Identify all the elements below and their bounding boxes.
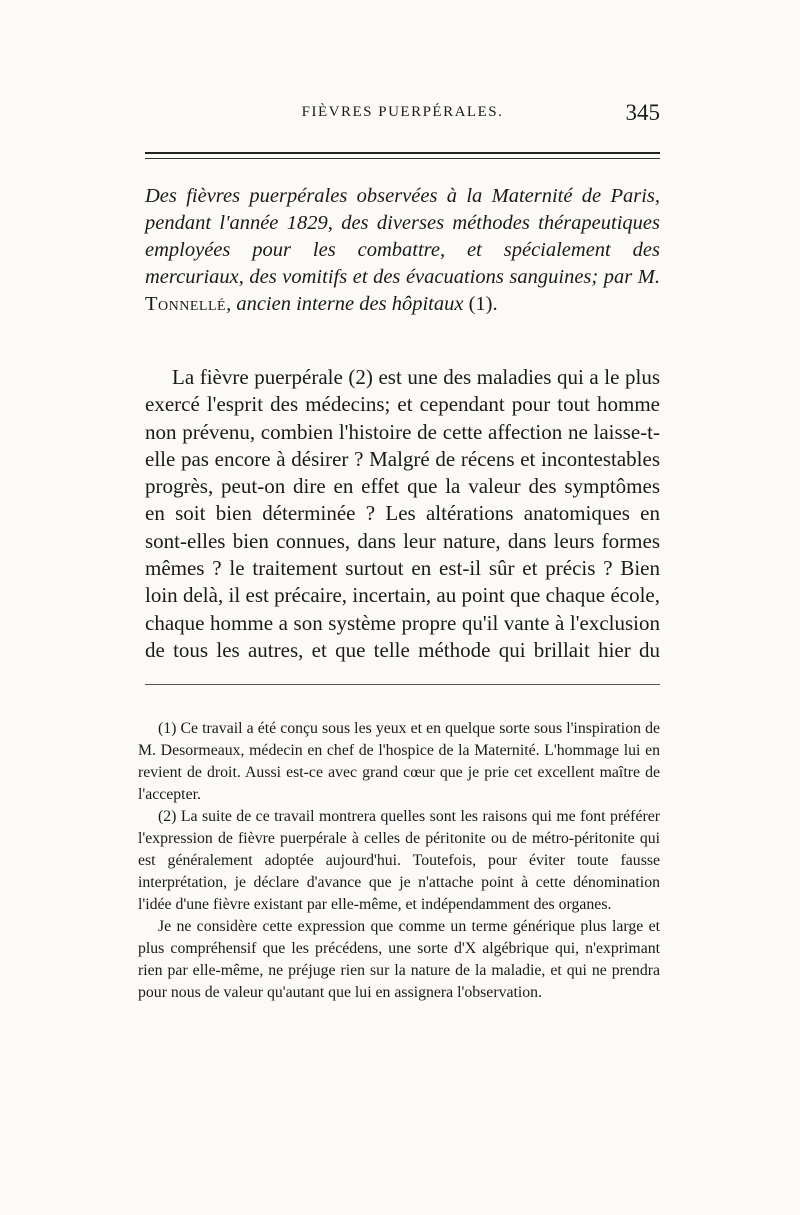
page-number: 345 (625, 100, 660, 125)
footnote-rule (145, 684, 660, 685)
header-rule (145, 152, 660, 159)
footnote-2-continued: Je ne considère cette expression que comme un terme générique plus large et plus compréhensif que les précédens, une sorte d'X algébrique qui, n'exprimant rien par elle-même, ne préjuge rien sur la nature de la maladie, et qui ne prendra pour nous de valeur qu'autant que lui en assignera l'observation. (138, 918, 660, 1001)
running-head (145, 100, 660, 126)
title-text-end: , ancien interne des hôpitaux (226, 293, 464, 315)
footnote-1: (1) Ce travail a été conçu sous les yeux et en quelque sorte sous l'inspiration de M. Desormeaux, médecin en chef de l'hospice de la Maternité. L'hommage lui en revient de droit. Aussi est-ce avec grand cœur que je prie cet excellent maître de l'accepter. (138, 720, 660, 803)
author-name: Tonnellé (145, 293, 227, 315)
running-title: FIÈVRES PUERPÉRALES. (301, 104, 504, 120)
footnote-2: (2) La suite de ce travail montrera quelles sont les raisons qui me font préférer l'expression de fièvre puerpérale à celles de péritonite ou de métro-péritonite qui est généralement adoptée aujourd'hui. Toutefois, pour éviter toute fausse interprétation, je déclare d'avance que je n'attache point à cette dénomination l'idée d'une fièvre existant par elle-même, et indépendamment des organes. (138, 808, 660, 913)
footnote-ref: (1). (468, 293, 498, 315)
article-title (145, 183, 660, 318)
body-paragraph: La fièvre puerpérale (2) est une des maladies qui a le plus exercé l'esprit des médecins; et cependant pour tout homme non prévenu, combien l'histoire de cette affection ne laisse-t-elle pas encore à désirer ? Malgré de récens et incontestables progrès, peut-on dire en effet que la valeur des symptômes en soit bien déterminée ? Les altérations anatomiques en sont-elles bien connues, dans leur nature, dans leurs formes mêmes ? le traitement surtout en est-il sûr et précis ? Bien loin delà, il est précaire, incertain, au point que chaque école, chaque homme a son système propre qu'il vante à l'exclusion de tous les autres, et que telle méthode qui brillait hier du (145, 365, 660, 662)
footnotes (138, 718, 660, 1004)
title-text: Des fièvres puerpérales observées à la Maternité de Paris, pendant l'année 1829, des diverses méthodes thérapeutiques employées pour les combattre, et spécialement des mercuriaux, des vomitifs et des évacuations sanguines; par M. (145, 185, 660, 288)
